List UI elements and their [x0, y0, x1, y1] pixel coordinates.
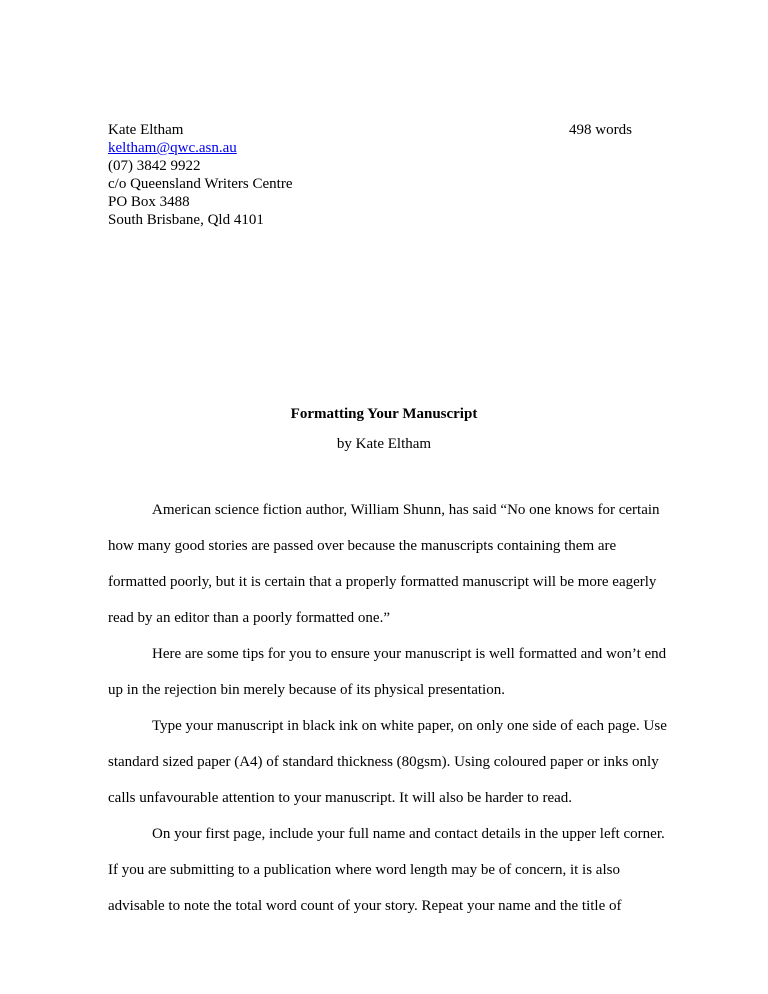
author-name: Kate Eltham	[108, 122, 184, 138]
manuscript-title: Formatting Your Manuscript	[290, 406, 478, 422]
body-paragraph: Here are some tips for you to ensure your manuscript is well formatted and won’t end up in the rejection bin merely because of its physical presentation.	[108, 646, 667, 698]
contact-block	[108, 121, 292, 229]
author-email-link[interactable]: keltham@qwc.asn.au	[108, 140, 237, 156]
body-paragraph: Type your manuscript in black ink on white paper, on only one side of each page. Use standard sized paper (A4) of standard thickness (80gsm). Using coloured paper or inks only calls unfavourable attention to your manuscript. It will also be harder to read.	[108, 718, 667, 806]
author-po-box: PO Box 3488	[108, 194, 190, 210]
body-paragraph: On your first page, include your full name and contact details in the upper left corner. If you are submitting to a publication where word length may be of concern, it is also advisable to note the total word count of your story. Repeat your name and the title of	[108, 826, 665, 914]
body-paragraph: American science fiction author, William Shunn, has said “No one knows for certain how many good stories are passed over because the manuscripts containing them are formatted poorly, but it is certain that a properly formatted manuscript will be more eagerly read by an editor than a poorly formatted one.”	[108, 502, 660, 626]
manuscript-byline: by Kate Eltham	[336, 436, 432, 452]
author-phone: (07) 3842 9922	[108, 158, 201, 174]
word-count: 498 words	[569, 122, 632, 138]
author-organization: c/o Queensland Writers Centre	[108, 176, 293, 192]
author-address: South Brisbane, Qld 4101	[108, 212, 264, 228]
manuscript-body	[108, 492, 668, 924]
